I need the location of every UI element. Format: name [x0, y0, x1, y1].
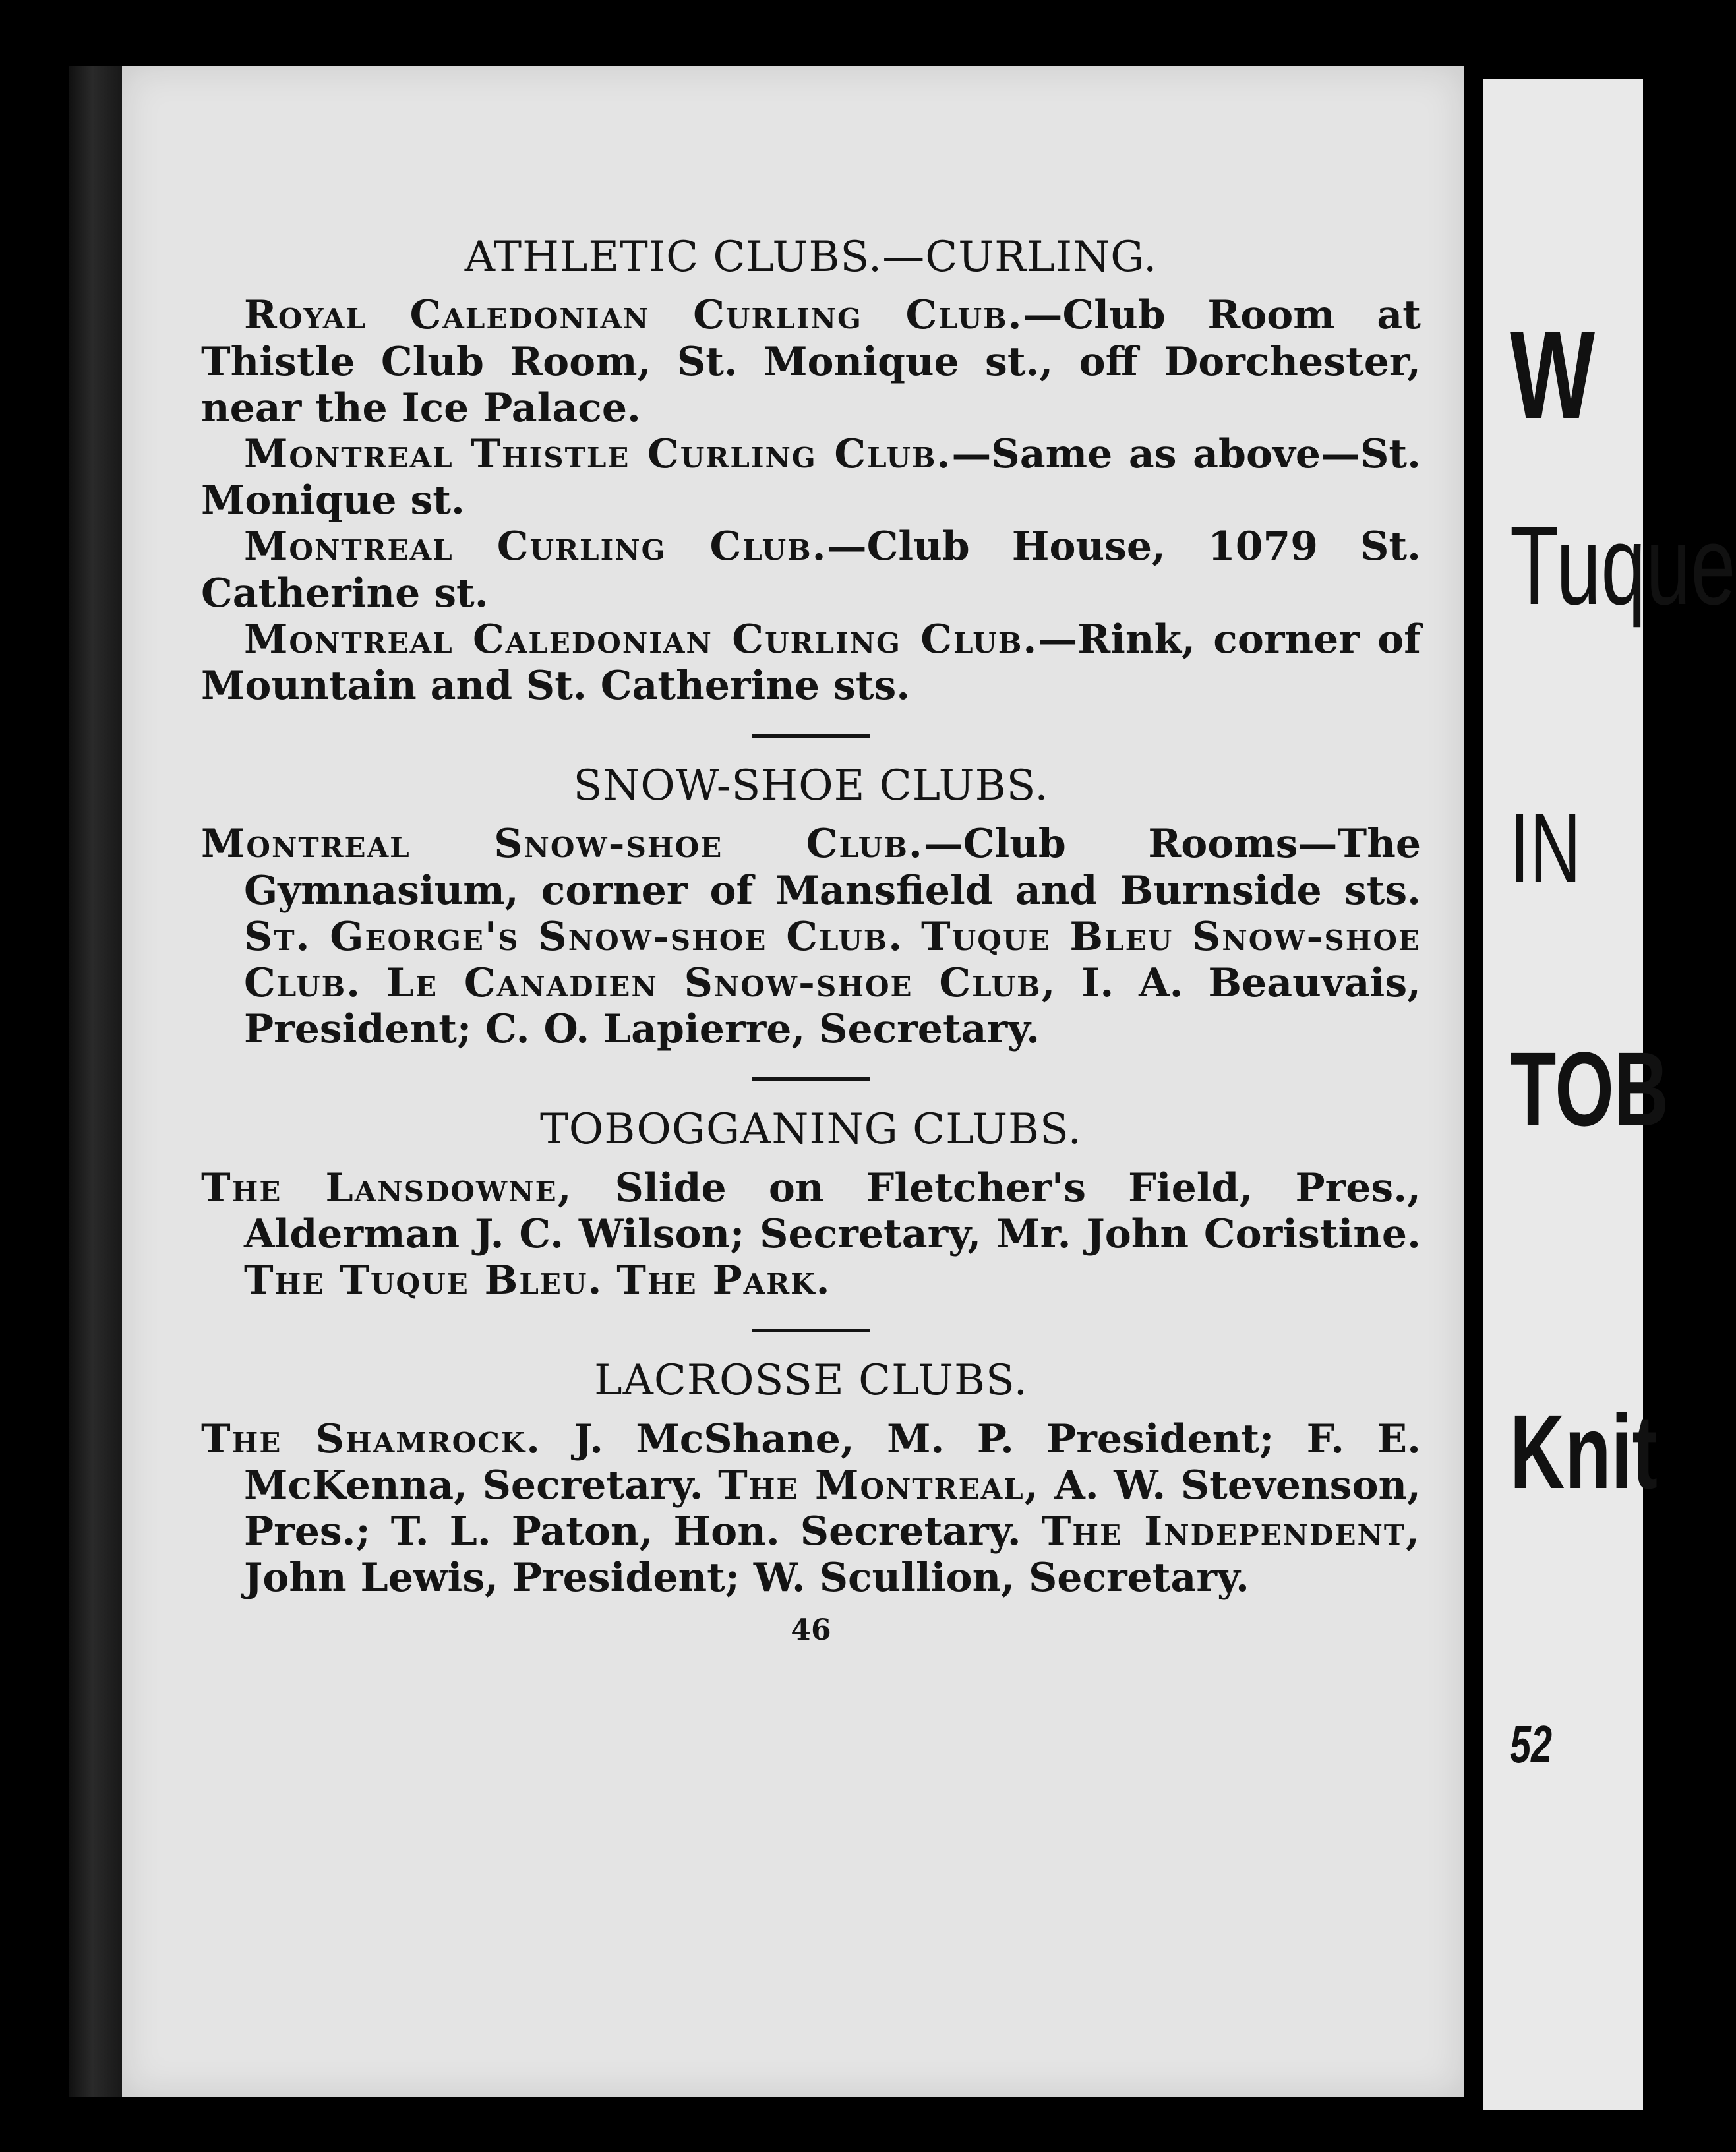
club-details: Slide on Fletcher's Field, Pres., Alderman J. C. Wilson; Secretary, Mr. John Coristine. [244, 1164, 1421, 1257]
club-details: —Club Room at Thistle Club Room, St. Monique st., off Dorchester, near the Ice Palace. [201, 292, 1421, 431]
entry-royal-caledonian [201, 292, 1421, 431]
club-name: The Shamrock. [201, 1416, 542, 1462]
club-details: A. W. Stevenson, Pres.; T. L. Paton, Hon. Secretary. [244, 1462, 1421, 1555]
club-name: Montreal Caledonian Curling Club. [244, 616, 1038, 663]
club-name: Tuque Bleu Snow-shoe Club. [244, 913, 1421, 1007]
entry-lacrosse-clubs [201, 1416, 1421, 1601]
facing-page-fragment: Tuque [1510, 503, 1736, 628]
club-name: Le Canadien Snow-shoe Club, [386, 960, 1057, 1007]
section-divider [752, 1077, 870, 1081]
club-details: —Rink, corner of Mountain and St. Catherine sts. [201, 616, 1422, 709]
section-divider [752, 734, 870, 738]
club-name: Royal Caledonian Curling Club. [244, 292, 1023, 339]
entry-montreal-thistle [201, 431, 1421, 523]
club-name: Montreal Thistle Curling Club. [244, 431, 952, 477]
club-name: The Lansdowne, [201, 1164, 573, 1211]
entry-snowshoe-clubs [201, 821, 1421, 1052]
section-heading-lacrosse: LACROSSE CLUBS. [594, 1356, 1028, 1406]
club-details: J. McShane, M. P. President; F. E. McKenna, Secretary. [244, 1416, 1421, 1509]
facing-page-fragment: 52 [1510, 1715, 1553, 1774]
section-heading-curling: ATHLETIC CLUBS.—CURLING. [464, 233, 1158, 282]
page-number: 46 [791, 1613, 831, 1647]
facing-page-fragment: Knit [1510, 1392, 1658, 1510]
club-name: The Tuque Bleu. [244, 1257, 603, 1304]
section-divider [752, 1329, 870, 1332]
club-details: I. A. Beauvais, President; C. O. Lapierre, Secretary. [244, 960, 1421, 1053]
club-name: The Independent, [1041, 1509, 1422, 1555]
section-heading-snowshoe: SNOW-SHOE CLUBS. [573, 762, 1049, 811]
facing-page-fragment: TOB [1510, 1030, 1669, 1148]
club-details: —Club House, 1079 St. Catherine st. [201, 523, 1422, 616]
club-name: Montreal Snow-shoe Club. [201, 821, 924, 868]
club-name: The Montreal, [718, 1462, 1040, 1509]
page-content [201, 234, 1421, 1647]
facing-page-fragment: IN [1510, 792, 1581, 903]
club-details: —Club Rooms—The Gymnasium, corner of Mansfield and Burnside sts. [244, 821, 1421, 914]
entry-montreal-curling [201, 523, 1421, 616]
club-details: —Same as above—St. Monique st. [201, 431, 1422, 524]
book-spine [69, 66, 127, 2097]
club-details: John Lewis, President; W. Scullion, Secretary. [244, 1555, 1249, 1601]
section-heading-tobogganing: TOBOGGANING CLUBS. [540, 1105, 1082, 1154]
club-name: The Park. [616, 1257, 831, 1304]
club-name: St. George's Snow-shoe Club. [244, 913, 904, 960]
facing-page [1483, 79, 1736, 2110]
entry-montreal-caledonian [201, 616, 1421, 709]
facing-page-fragment: W [1510, 305, 1596, 445]
club-name: Montreal Curling Club. [244, 523, 827, 570]
entry-tobogganing-clubs [201, 1165, 1421, 1304]
